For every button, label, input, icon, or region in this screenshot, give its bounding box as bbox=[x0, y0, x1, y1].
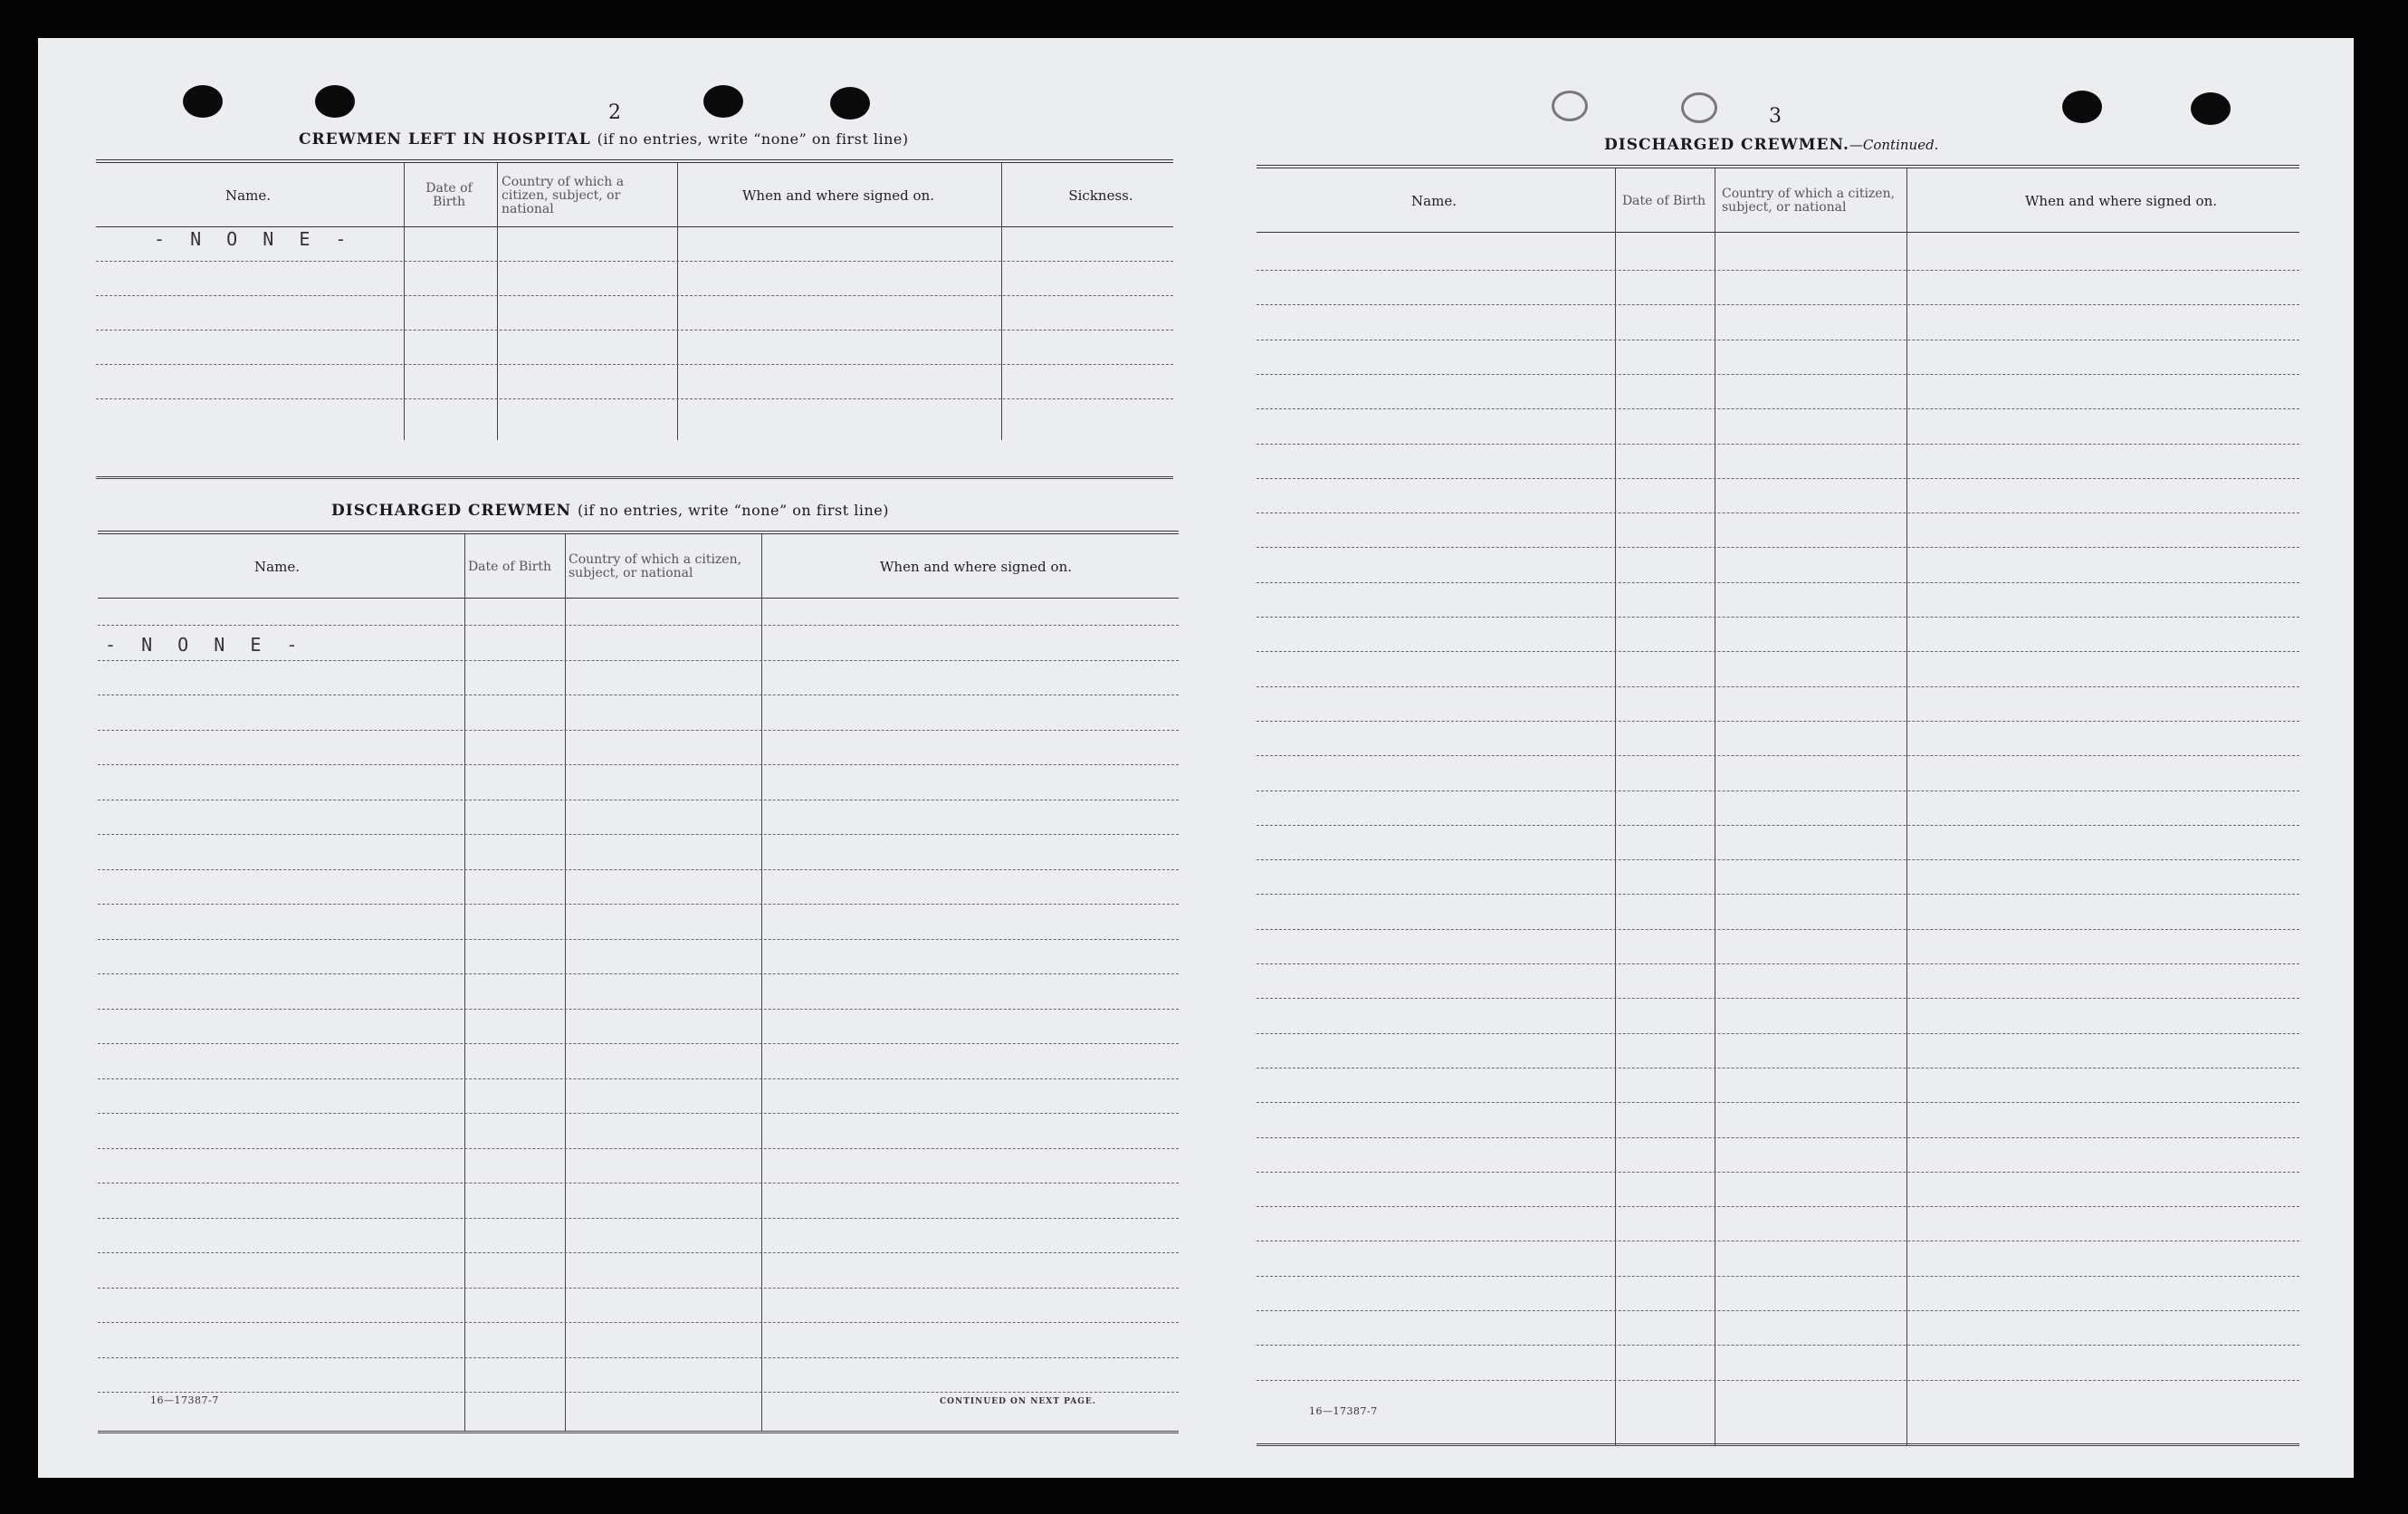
form-row-line bbox=[96, 364, 1173, 365]
form-row-line bbox=[1257, 825, 2299, 826]
form-row-line bbox=[1257, 1310, 2299, 1311]
punch-hole-icon bbox=[830, 87, 870, 120]
col-header-country: Country of which a citizen, subject, or national bbox=[1722, 187, 1896, 215]
form-row-line bbox=[1257, 1102, 2299, 1103]
form-row-line bbox=[98, 625, 1179, 626]
form-row-line bbox=[1257, 998, 2299, 999]
discharged-table-left bbox=[98, 531, 1179, 1440]
form-row-line bbox=[98, 1252, 1179, 1253]
column-divider bbox=[1615, 168, 1616, 1445]
discharged-continued-title bbox=[1604, 136, 1938, 154]
form-row-line bbox=[1257, 617, 2299, 618]
col-header-signed-on: When and where signed on. bbox=[879, 559, 1072, 575]
form-row-line bbox=[98, 939, 1179, 940]
form-row-line bbox=[98, 904, 1179, 905]
discharged-title: DISCHARGED CREWMEN. bbox=[1604, 136, 1849, 154]
punch-hole-icon bbox=[1681, 92, 1717, 123]
form-row-line bbox=[98, 1322, 1179, 1323]
form-row-line bbox=[98, 1148, 1179, 1149]
form-row-line bbox=[1257, 1137, 2299, 1138]
form-row-line bbox=[98, 973, 1179, 974]
hospital-section-title bbox=[299, 130, 909, 149]
form-row-line bbox=[1257, 444, 2299, 445]
form-row-line bbox=[1257, 304, 2299, 305]
form-row-line bbox=[98, 1218, 1179, 1219]
continued-note: CONTINUED ON NEXT PAGE. bbox=[940, 1397, 1096, 1406]
form-row-line bbox=[1257, 270, 2299, 271]
form-row-line bbox=[98, 1392, 1179, 1393]
form-row-line bbox=[98, 764, 1179, 765]
form-row-line bbox=[96, 398, 1173, 399]
form-row-line bbox=[1257, 582, 2299, 583]
table-bottom-rule bbox=[1257, 1443, 2299, 1446]
discharged-section-title bbox=[331, 502, 889, 520]
col-header-name: Name. bbox=[225, 187, 271, 204]
form-row-line bbox=[98, 1009, 1179, 1010]
form-row-line bbox=[1257, 1206, 2299, 1207]
page-number: 2 bbox=[608, 101, 621, 124]
form-row-line bbox=[1257, 686, 2299, 687]
form-row-line bbox=[98, 660, 1179, 661]
punch-hole-icon bbox=[315, 85, 355, 118]
form-row-line bbox=[1257, 894, 2299, 895]
form-row-line bbox=[98, 1357, 1179, 1358]
discharged-instruction: (if no entries, write “none” on first line) bbox=[577, 502, 889, 519]
col-header-name: Name. bbox=[1411, 193, 1457, 209]
form-row-line bbox=[1257, 408, 2299, 409]
col-header-country: Country of which a citizen, subject, or national bbox=[502, 174, 625, 216]
col-header-signed-on: When and where signed on. bbox=[2024, 193, 2217, 209]
punch-hole-icon bbox=[2191, 92, 2231, 125]
form-row-line bbox=[1257, 651, 2299, 652]
continued-label: —Continued. bbox=[1849, 137, 1939, 153]
table-bottom-rule bbox=[98, 1431, 1179, 1433]
hospital-instruction: (if no entries, write “none” on first line) bbox=[597, 130, 909, 148]
form-row-line bbox=[1257, 478, 2299, 479]
column-divider bbox=[1906, 168, 1907, 1445]
form-row-line bbox=[98, 1113, 1179, 1114]
form-row-line bbox=[1257, 929, 2299, 930]
form-row-line bbox=[98, 1288, 1179, 1289]
form-row-line bbox=[1257, 1276, 2299, 1277]
form-row-line bbox=[98, 869, 1179, 870]
form-row-line bbox=[98, 730, 1179, 731]
page-number: 3 bbox=[1769, 105, 1782, 128]
form-row-line bbox=[1257, 547, 2299, 548]
form-row-line bbox=[1257, 721, 2299, 722]
form-row-line bbox=[1257, 1345, 2299, 1346]
discharged-table-right bbox=[1257, 165, 2299, 1449]
punch-hole-icon bbox=[703, 85, 743, 118]
col-header-date-of-birth: Date of Birth bbox=[467, 559, 552, 574]
form-row-line bbox=[1257, 1172, 2299, 1173]
hospital-table bbox=[96, 159, 1173, 482]
punch-hole-icon bbox=[2062, 91, 2102, 123]
table-bottom-rule bbox=[96, 476, 1173, 479]
column-divider bbox=[761, 534, 762, 1431]
col-header-sickness: Sickness. bbox=[1068, 187, 1133, 204]
form-row-line bbox=[1257, 859, 2299, 860]
discharged-title: DISCHARGED CREWMEN bbox=[331, 502, 572, 520]
col-header-signed-on: When and where signed on. bbox=[741, 187, 934, 204]
form-number: 16—17387-7 bbox=[1309, 1405, 1378, 1417]
form-row-line bbox=[1257, 374, 2299, 375]
none-entry: - N O N E - bbox=[154, 228, 354, 250]
form-row-line bbox=[98, 1043, 1179, 1044]
form-row-line bbox=[1257, 755, 2299, 756]
punch-hole-icon bbox=[1552, 91, 1588, 121]
none-entry: - N O N E - bbox=[105, 634, 305, 656]
form-row-line bbox=[1257, 1033, 2299, 1034]
form-row-line bbox=[96, 330, 1173, 331]
column-divider bbox=[565, 534, 566, 1431]
form-row-line bbox=[1257, 1380, 2299, 1381]
col-header-date-of-birth: Date of Birth bbox=[1621, 193, 1706, 208]
form-row-line bbox=[96, 261, 1173, 262]
col-header-country: Country of which a citizen, subject, or national bbox=[569, 552, 742, 580]
form-row-line bbox=[96, 295, 1173, 296]
column-divider bbox=[464, 534, 465, 1431]
punch-hole-icon bbox=[183, 85, 223, 118]
form-number: 16—17387-7 bbox=[150, 1394, 219, 1406]
form-row-line bbox=[98, 834, 1179, 835]
form-row-line bbox=[1257, 963, 2299, 964]
col-header-date-of-birth: Date of Birth bbox=[425, 181, 473, 209]
col-header-name: Name. bbox=[254, 559, 300, 575]
document-sheet bbox=[38, 38, 2354, 1478]
form-row-line bbox=[98, 1078, 1179, 1079]
hospital-title: CREWMEN LEFT IN HOSPITAL bbox=[299, 130, 591, 149]
